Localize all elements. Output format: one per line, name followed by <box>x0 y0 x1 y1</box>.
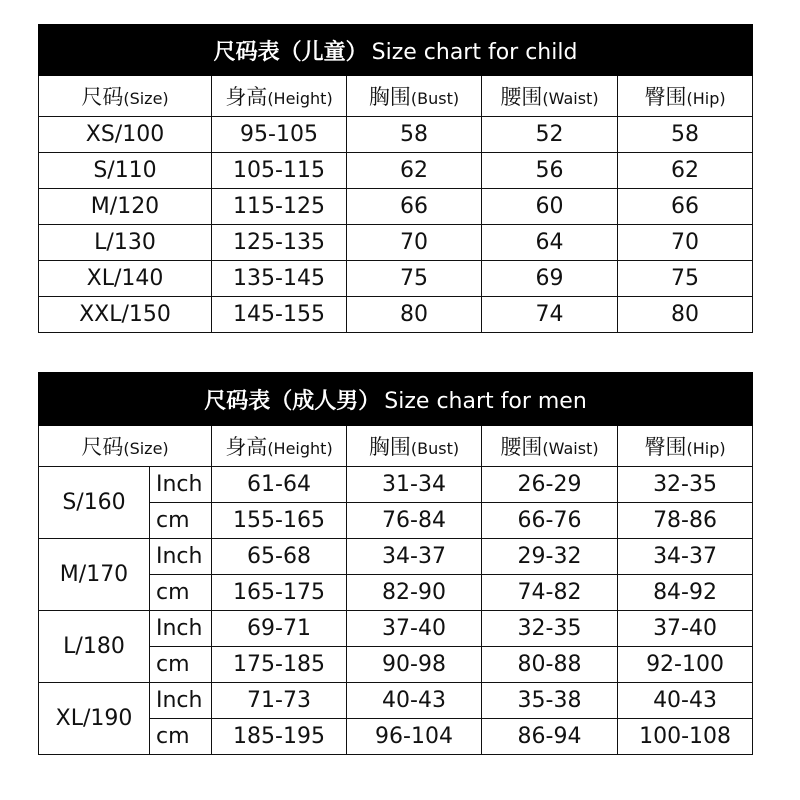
table-row <box>39 189 753 225</box>
header-height-cn: 身高 <box>225 85 268 109</box>
header-waist-en: (Waist) <box>542 439 599 458</box>
child-size-table <box>38 24 753 333</box>
unit-cell: cm <box>150 503 212 539</box>
men-size-table <box>38 372 753 755</box>
men-title-row <box>39 373 753 426</box>
header-hip-cn: 臀围 <box>644 435 687 459</box>
hip-cell: 34-37 <box>618 539 753 575</box>
hip-cell: 80 <box>618 297 753 333</box>
hip-cell: 58 <box>618 117 753 153</box>
hip-cell: 84-92 <box>618 575 753 611</box>
header-hip-en: (Hip) <box>686 89 726 108</box>
bust-cell: 40-43 <box>347 683 482 719</box>
height-cell: 135-145 <box>212 261 347 297</box>
table-row <box>39 297 753 333</box>
child-title-row <box>39 25 753 76</box>
header-waist <box>482 426 618 467</box>
header-size-en: (Size) <box>123 89 169 108</box>
header-height <box>212 426 347 467</box>
header-bust-en: (Bust) <box>410 89 460 108</box>
bust-cell: 82-90 <box>347 575 482 611</box>
header-height-cn: 身高 <box>225 435 268 459</box>
bust-cell: 66 <box>347 189 482 225</box>
waist-cell: 56 <box>482 153 618 189</box>
header-height-en: (Height) <box>267 89 333 108</box>
men-title-cn: 尺码表（成人男） <box>204 388 381 414</box>
hip-cell: 92-100 <box>618 647 753 683</box>
bust-cell: 90-98 <box>347 647 482 683</box>
waist-cell: 74-82 <box>482 575 618 611</box>
unit-cell: Inch <box>150 467 212 503</box>
size-cell: S/160 <box>39 467 150 539</box>
bust-cell: 62 <box>347 153 482 189</box>
waist-cell: 26-29 <box>482 467 618 503</box>
bust-cell: 76-84 <box>347 503 482 539</box>
child-title-en: Size chart for child <box>371 39 578 65</box>
height-cell: 185-195 <box>212 719 347 755</box>
bust-cell: 75 <box>347 261 482 297</box>
height-cell: 61-64 <box>212 467 347 503</box>
height-cell: 115-125 <box>212 189 347 225</box>
waist-cell: 69 <box>482 261 618 297</box>
table-row <box>39 683 753 719</box>
men-table-title <box>39 373 753 426</box>
header-height-en: (Height) <box>267 439 333 458</box>
header-bust-cn: 胸围 <box>368 85 411 109</box>
bust-cell: 58 <box>347 117 482 153</box>
height-cell: 95-105 <box>212 117 347 153</box>
table-row <box>39 467 753 503</box>
header-size-en: (Size) <box>123 439 169 458</box>
header-waist <box>482 76 618 117</box>
unit-cell: cm <box>150 719 212 755</box>
height-cell: 175-185 <box>212 647 347 683</box>
waist-cell: 86-94 <box>482 719 618 755</box>
height-cell: 145-155 <box>212 297 347 333</box>
bust-cell: 70 <box>347 225 482 261</box>
unit-cell: Inch <box>150 539 212 575</box>
size-cell: XL/190 <box>39 683 150 755</box>
waist-cell: 80-88 <box>482 647 618 683</box>
bust-cell: 37-40 <box>347 611 482 647</box>
header-hip <box>618 76 753 117</box>
unit-cell: Inch <box>150 611 212 647</box>
height-cell: 155-165 <box>212 503 347 539</box>
size-cell: XL/140 <box>39 261 212 297</box>
table-row <box>39 117 753 153</box>
header-waist-en: (Waist) <box>542 89 599 108</box>
header-height <box>212 76 347 117</box>
header-size <box>39 76 212 117</box>
bust-cell: 96-104 <box>347 719 482 755</box>
height-cell: 125-135 <box>212 225 347 261</box>
hip-cell: 66 <box>618 189 753 225</box>
hip-cell: 78-86 <box>618 503 753 539</box>
size-cell: XS/100 <box>39 117 212 153</box>
table-row <box>39 611 753 647</box>
header-waist-cn: 腰围 <box>500 85 543 109</box>
height-cell: 69-71 <box>212 611 347 647</box>
header-bust-cn: 胸围 <box>368 435 411 459</box>
bust-cell: 31-34 <box>347 467 482 503</box>
size-cell: L/130 <box>39 225 212 261</box>
child-table-title <box>39 25 753 76</box>
header-waist-cn: 腰围 <box>500 435 543 459</box>
size-cell: XXL/150 <box>39 297 212 333</box>
size-cell: S/110 <box>39 153 212 189</box>
header-size-cn: 尺码 <box>81 85 124 109</box>
men-title-en: Size chart for men <box>384 388 587 414</box>
header-hip-cn: 臀围 <box>644 85 687 109</box>
hip-cell: 70 <box>618 225 753 261</box>
bust-cell: 80 <box>347 297 482 333</box>
height-cell: 105-115 <box>212 153 347 189</box>
height-cell: 65-68 <box>212 539 347 575</box>
table-row <box>39 225 753 261</box>
waist-cell: 52 <box>482 117 618 153</box>
waist-cell: 35-38 <box>482 683 618 719</box>
height-cell: 165-175 <box>212 575 347 611</box>
size-cell: M/170 <box>39 539 150 611</box>
header-size <box>39 426 212 467</box>
hip-cell: 32-35 <box>618 467 753 503</box>
waist-cell: 32-35 <box>482 611 618 647</box>
unit-cell: cm <box>150 647 212 683</box>
header-bust <box>347 426 482 467</box>
hip-cell: 62 <box>618 153 753 189</box>
header-hip <box>618 426 753 467</box>
unit-cell: Inch <box>150 683 212 719</box>
header-hip-en: (Hip) <box>686 439 726 458</box>
hip-cell: 37-40 <box>618 611 753 647</box>
table-row <box>39 153 753 189</box>
header-size-cn: 尺码 <box>81 435 124 459</box>
header-bust <box>347 76 482 117</box>
height-cell: 71-73 <box>212 683 347 719</box>
table-row <box>39 261 753 297</box>
child-title-cn: 尺码表（儿童） <box>213 39 368 65</box>
unit-cell: cm <box>150 575 212 611</box>
bust-cell: 34-37 <box>347 539 482 575</box>
men-header-row <box>39 426 753 467</box>
header-bust-en: (Bust) <box>410 439 460 458</box>
hip-cell: 100-108 <box>618 719 753 755</box>
waist-cell: 60 <box>482 189 618 225</box>
waist-cell: 74 <box>482 297 618 333</box>
waist-cell: 29-32 <box>482 539 618 575</box>
waist-cell: 66-76 <box>482 503 618 539</box>
waist-cell: 64 <box>482 225 618 261</box>
size-cell: L/180 <box>39 611 150 683</box>
child-header-row <box>39 76 753 117</box>
hip-cell: 75 <box>618 261 753 297</box>
table-row <box>39 539 753 575</box>
hip-cell: 40-43 <box>618 683 753 719</box>
size-cell: M/120 <box>39 189 212 225</box>
